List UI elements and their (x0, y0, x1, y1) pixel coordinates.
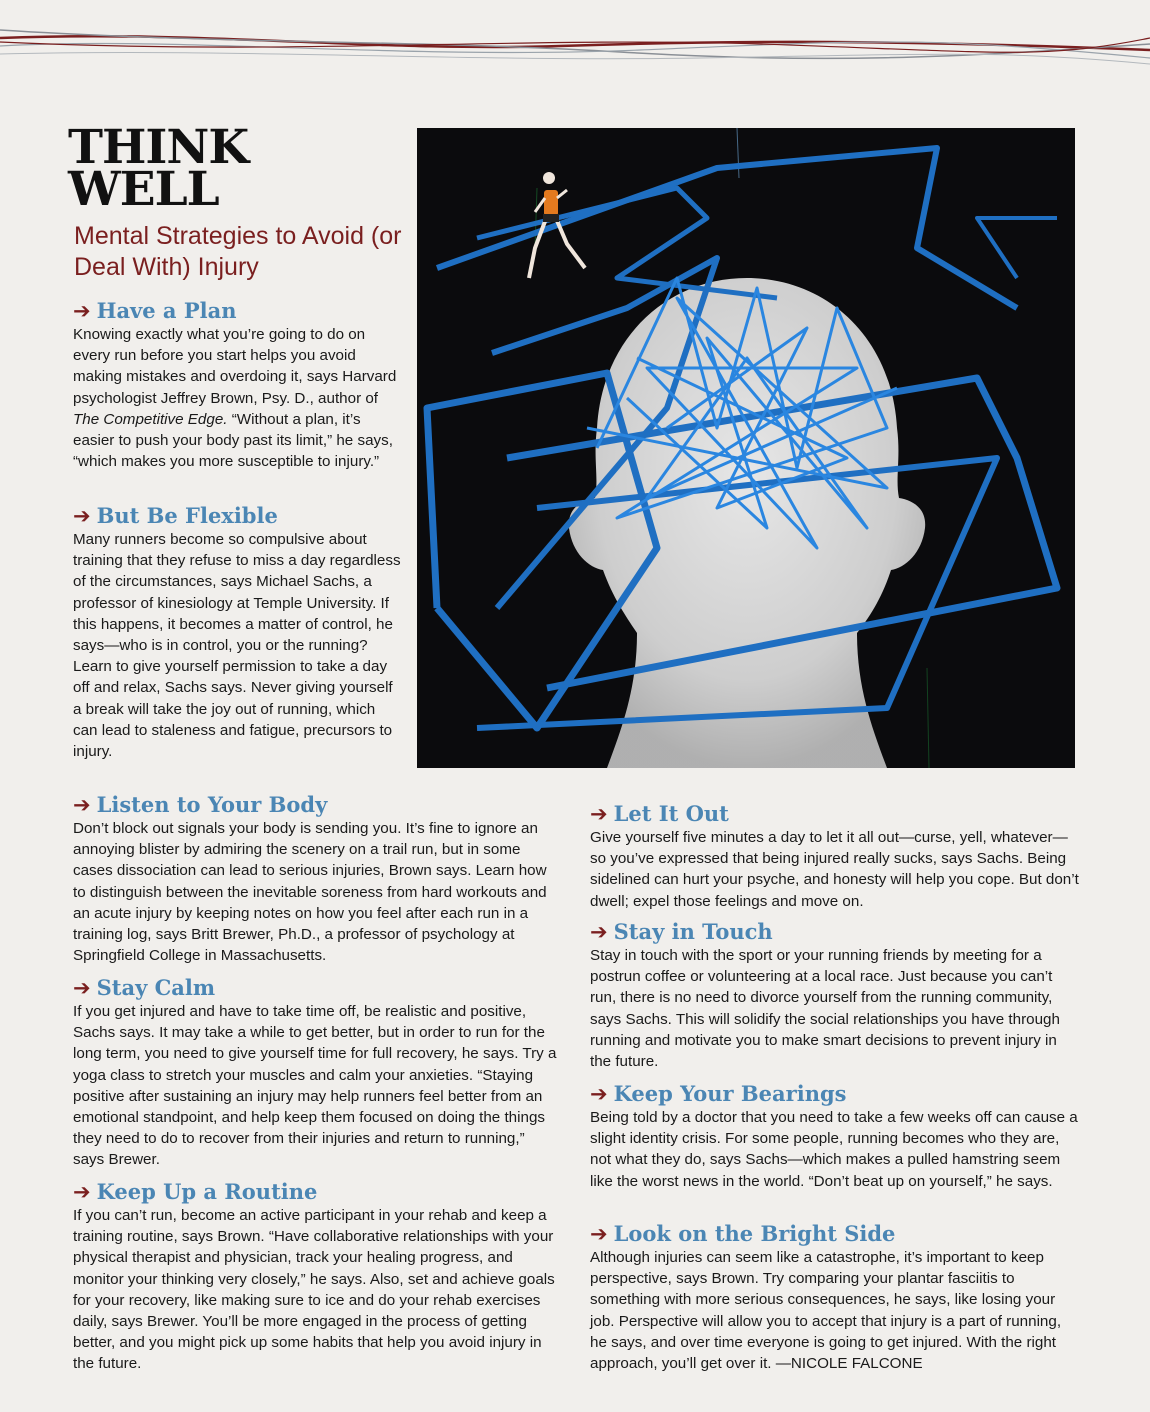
section-body (73, 324, 403, 472)
section-body: Give yourself five minutes a day to let it all out—curse, yell, whatever—so you’ve expressed that being injured really sucks, says Sachs. Being sidelined can hurt your psyche, and honesty will help you cope. But don’t dwell; expel those feelings and move on. (590, 829, 1079, 910)
section-heading-text: Stay in Touch (613, 919, 773, 944)
section-keep-your-bearings (590, 1081, 1080, 1192)
section-body-text-cont: “Without a plan, it’s easier to push your body past its limit,” he says, “which makes you more susceptible to injury.” (73, 410, 393, 471)
section-stay-in-touch (590, 919, 1080, 1072)
arrow-icon: ➔ (590, 1222, 608, 1246)
section-heading-text: But Be Flexible (96, 503, 278, 528)
section-body: If you can’t run, become an active participant in your rehab and keep a training routine, says Brown. “Have collaborative relationships with your physical therapist and physician, track your healing progress, and monitor your thinking very closely,” he says. Also, set and achieve goals for your recovery, like making sure to ice and do your rehab exercises daily, says Brewer. You’ll be more engaged in the process of getting better, and you might pick up some habits that help you avoid injury in the future. (73, 1207, 555, 1373)
section-body: Being told by a doctor that you need to take a few weeks off can cause a slight identity crisis. For some people, running becomes who they are, not what they do, says Sachs—which makes a pulled hamstring seem like the worst news in the world. “Don’t beat up on yourself,” he says. (590, 1109, 1078, 1190)
page-title-text: THINK WELL (68, 120, 249, 217)
section-heading (73, 503, 403, 529)
arrow-icon: ➔ (73, 504, 91, 528)
section-heading (73, 298, 403, 324)
section-let-it-out (590, 801, 1080, 912)
arrow-icon: ➔ (590, 802, 608, 826)
section-body: Many runners become so compulsive about training that they refuse to miss a day regardless of the circumstances, says Michael Sachs, a professor of kinesiology at Temple University. If this happens, it becomes a matter of control, he says—who is in control, you or the running? Learn to give yourself permission to take a day off and relax, Sachs says. Never giving yourself a break will take the joy out of running, which can lead to staleness and fatigue, precursors to injury. (73, 531, 401, 761)
section-heading (590, 1221, 1080, 1247)
page-subtitle: Mental Strategies to Avoid (or Deal With) Injury (74, 222, 402, 281)
section-heading-text: Keep Your Bearings (613, 1081, 847, 1106)
section-body: Don’t block out signals your body is sending you. It’s fine to ignore an annoying blister by admiring the scenery on a trail run, but in some cases dissociation can lead to serious injuries, Brown says. Learn how to distinguish between the inevitable soreness from hard workouts and an acute injury by keeping notes on how you feel after each run in a training log, says Britt Brewer, Ph.D., a professor of psychology at Springfield College in Massachusetts. (73, 820, 547, 965)
section-keep-up-a-routine (73, 1179, 558, 1375)
section-body: Stay in touch with the sport or your running friends by meeting for a postrun coffee or volunteering at a local race. Just because you can’t run, there is no need to divorce yourself from the running community, says Sachs. This will solidify the social relationships you have through running and motivate you to make smart decisions to prevent injury in the future. (590, 947, 1060, 1071)
head-illustration (417, 128, 1075, 768)
section-heading (590, 1081, 1080, 1107)
section-listen-to-your-body (73, 792, 558, 966)
section-body: If you get injured and have to take time off, be realistic and positive, Sachs says. It may take a while to get better, but in order to run for the long term, you need to give yourself time for full recovery, he says. Try a yoga class to stretch your muscles and calm your anxieties. “Staying positive after sustaining an injury may help runners feel better from an emotional standpoint, and help keep them focused on doing the things they need to do to recover from their injuries and return to running,” says Brewer. (73, 1003, 557, 1169)
section-heading (590, 919, 1080, 945)
section-body-text: Knowing exactly what you’re going to do on every run before you start helps you avoid making mistakes and overdoing it, says Harvard psychologist Jeffrey Brown, Psy. D., author of (73, 326, 397, 407)
decorative-wave-lines (0, 0, 1150, 80)
book-title: The Competitive Edge. (73, 410, 228, 428)
section-but-be-flexible (73, 503, 403, 762)
section-body (590, 1247, 1080, 1374)
section-heading (73, 1179, 558, 1205)
arrow-icon: ➔ (73, 793, 91, 817)
page-title (68, 120, 408, 217)
section-heading (73, 975, 558, 1001)
arrow-icon: ➔ (73, 299, 91, 323)
arrow-icon: ➔ (590, 1082, 608, 1106)
section-heading-text: Look on the Bright Side (613, 1221, 896, 1246)
section-heading-text: Stay Calm (96, 975, 216, 1000)
section-body-text: Although injuries can seem like a catastrophe, it’s important to keep perspective, says Brown. Try comparing your plantar fasciitis to something with more serious consequences, he says, like losing your job. Perspective will allow you to accept that injury is a part of running, he says, and over time everyone is going to get injured. With the right approach, you’ll get over it. (590, 1249, 1062, 1373)
section-heading-text: Keep Up a Routine (96, 1179, 318, 1204)
section-look-on-the-bright-side (590, 1221, 1080, 1374)
section-heading (590, 801, 1080, 827)
section-heading (73, 792, 558, 818)
section-heading-text: Let It Out (613, 801, 729, 826)
arrow-icon: ➔ (590, 920, 608, 944)
arrow-icon: ➔ (73, 976, 91, 1000)
arrow-icon: ➔ (73, 1180, 91, 1204)
section-heading-text: Listen to Your Body (96, 792, 328, 817)
illustration-runner-head (417, 128, 1075, 768)
title-block (68, 120, 408, 283)
section-stay-calm (73, 975, 558, 1171)
section-heading-text: Have a Plan (96, 298, 237, 323)
byline: —NICOLE FALCONE (771, 1355, 923, 1373)
section-have-a-plan (73, 298, 403, 472)
